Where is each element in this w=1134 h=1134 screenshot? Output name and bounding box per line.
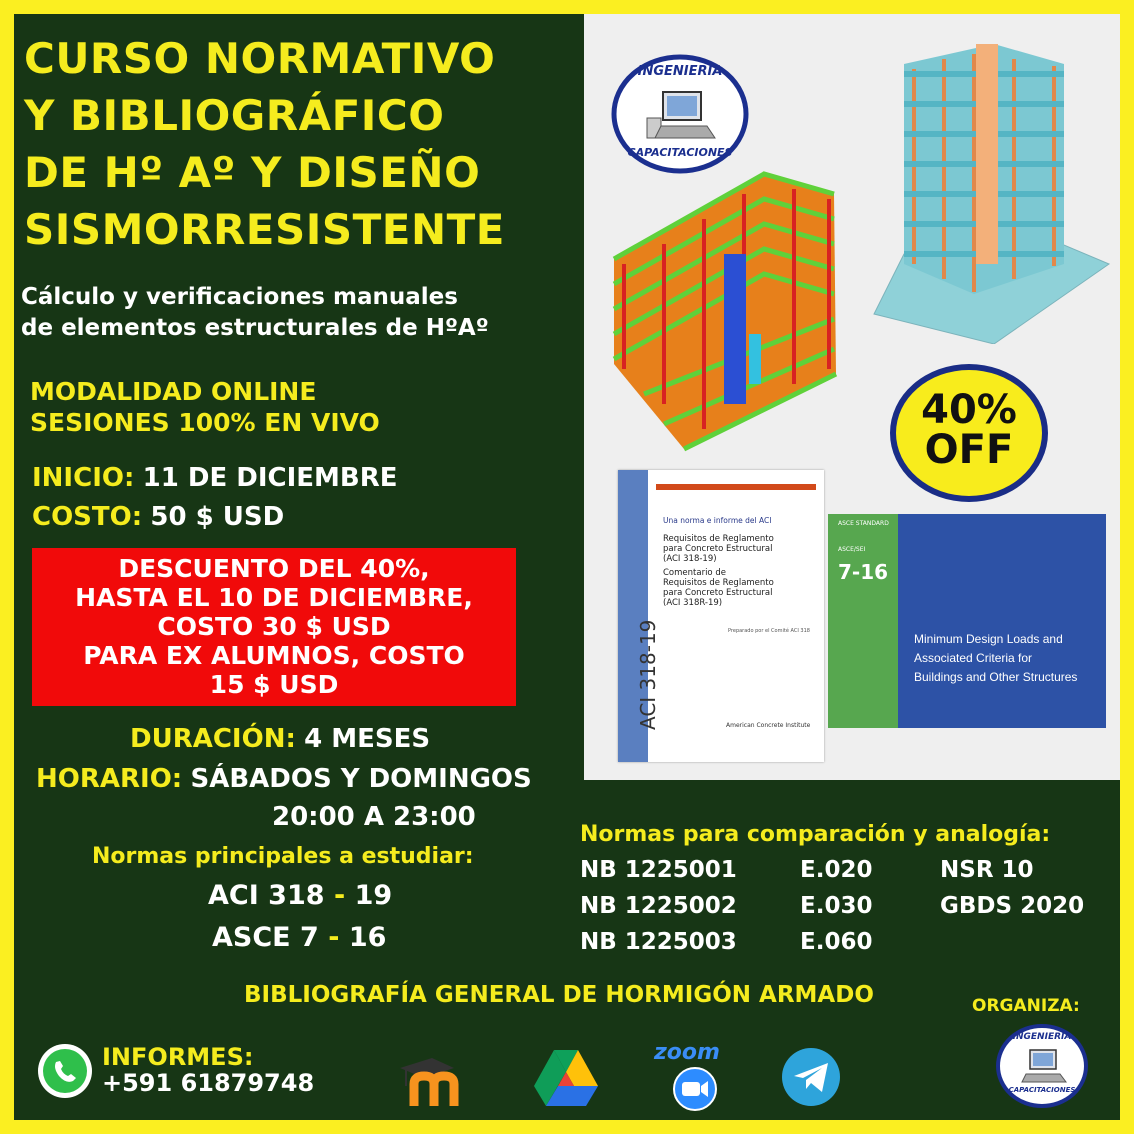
aci-book-cover xyxy=(618,470,824,762)
asce-book-line: Minimum Design Loads and xyxy=(914,632,1063,646)
aci-book-line: (ACI 318R-19) xyxy=(663,598,723,608)
whatsapp-icon[interactable] xyxy=(36,1042,94,1100)
comparison-norms-col2 xyxy=(800,852,872,960)
aci-book-line: para Concreto Estructural xyxy=(663,544,773,554)
asce-book-std: ASCE STANDARD xyxy=(838,520,889,527)
organizer-label: ORGANIZA: xyxy=(972,996,1080,1016)
schedule-days: SÁBADOS Y DOMINGOS xyxy=(190,764,532,794)
asce-book-cover xyxy=(828,514,1106,728)
modality-line: MODALIDAD ONLINE xyxy=(30,377,317,406)
organizer-logo-top-text: INGENIERÍA xyxy=(1012,1032,1072,1042)
norm-item: GBDS 2020 xyxy=(940,893,1085,919)
logo-top-text: INGENIERÍA xyxy=(637,64,723,79)
discount-line: DESCUENTO DEL 40%, xyxy=(118,554,430,583)
organizer-logo-bottom-text: CAPACITACIONES xyxy=(1008,1086,1076,1094)
modality-line: SESIONES 100% EN VIVO xyxy=(30,408,380,437)
aci-book-spine-title: ACI 318-19 xyxy=(636,619,660,730)
norm-item: NSR 10 xyxy=(940,857,1034,883)
start-value: 11 DE DICIEMBRE xyxy=(142,463,398,493)
discount-line: 15 $ USD xyxy=(209,670,339,699)
subtitle-line: de elementos estructurales de HºAº xyxy=(21,315,489,341)
main-norm-aci xyxy=(208,880,392,911)
duration-label: DURACIÓN: xyxy=(130,724,296,754)
image-panel xyxy=(584,14,1120,780)
norm-item: E.060 xyxy=(800,929,873,955)
cost-value: 50 $ USD xyxy=(150,502,285,532)
telegram-icon[interactable] xyxy=(780,1046,842,1108)
aci-book-line: para Concreto Estructural xyxy=(663,588,773,598)
norm-edition: 16 xyxy=(348,922,387,953)
logo-bottom-text: CAPACITACIONES xyxy=(627,146,733,159)
norm-dash: - xyxy=(328,922,340,953)
duration xyxy=(130,724,430,754)
schedule-label: HORARIO: xyxy=(36,764,183,794)
aci-book-line: Requisitos de Reglamento xyxy=(663,578,774,588)
schedule-time: 20:00 A 23:00 xyxy=(272,802,476,832)
asce-book-number: 7-16 xyxy=(838,560,889,584)
norm-name: ACI 318 xyxy=(208,880,325,911)
logo xyxy=(611,54,749,174)
google-drive-icon[interactable] xyxy=(532,1048,600,1108)
cost-label: COSTO: xyxy=(32,502,143,532)
discount-line: COSTO 30 $ USD xyxy=(157,612,391,641)
start-date xyxy=(32,463,398,493)
structure-model-tower xyxy=(864,44,1114,344)
contact-label: INFORMES: xyxy=(102,1043,254,1071)
aci-book-publisher: American Concrete Institute xyxy=(726,722,811,729)
title-line: DE Hº Aº Y DISEÑO xyxy=(24,148,481,197)
duration-value: 4 MESES xyxy=(304,724,431,754)
structure-model-orange xyxy=(604,164,844,454)
title-line: SISMORRESISTENTE xyxy=(24,205,505,254)
aci-book-header: Una norma e informe del ACI xyxy=(663,516,772,525)
schedule xyxy=(36,764,532,794)
aci-book-note: Preparado por el Comité ACI 318 xyxy=(728,628,810,634)
norm-item: NB 1225001 xyxy=(580,857,737,883)
asce-book-line: Buildings and Other Structures xyxy=(914,670,1078,684)
aci-book-rule xyxy=(656,484,816,490)
subtitle xyxy=(21,282,489,344)
badge-percent: 40% xyxy=(921,387,1017,433)
comparison-norms-title: Normas para comparación y analogía: xyxy=(580,822,1051,847)
main-norms-title: Normas principales a estudiar: xyxy=(92,844,474,869)
moodle-icon[interactable] xyxy=(396,1056,480,1108)
poster-body xyxy=(14,14,1120,1120)
discount-badge xyxy=(890,364,1048,502)
norm-item: E.030 xyxy=(800,893,873,919)
norm-edition: 19 xyxy=(354,880,393,911)
aci-book-titles xyxy=(663,534,774,608)
asce-book-line: Associated Criteria for xyxy=(914,651,1033,665)
badge-off: OFF xyxy=(924,427,1014,473)
norm-item: E.020 xyxy=(800,857,873,883)
norm-item: NB 1225002 xyxy=(580,893,737,919)
main-norm-asce xyxy=(212,922,386,953)
modality xyxy=(30,376,380,438)
subtitle-line: Cálculo y verificaciones manuales xyxy=(21,284,458,310)
discount-line: HASTA EL 10 DE DICIEMBRE, xyxy=(75,583,473,612)
norm-dash: - xyxy=(333,880,346,911)
aci-book-line: Requisitos de Reglamento xyxy=(663,534,774,544)
cost xyxy=(32,502,284,532)
bibliography-heading: BIBLIOGRAFÍA GENERAL DE HORMIGÓN ARMADO xyxy=(244,982,874,1008)
course-title xyxy=(24,30,594,258)
discount-line: PARA EX ALUMNOS, COSTO xyxy=(83,641,465,670)
zoom-icon[interactable] xyxy=(672,1066,718,1112)
title-line: CURSO NORMATIVO xyxy=(24,34,496,83)
organizer-logo xyxy=(996,1024,1088,1108)
title-line: Y BIBLIOGRÁFICO xyxy=(24,91,445,140)
comparison-norms-col1 xyxy=(580,852,737,960)
start-label: INICIO: xyxy=(32,463,135,493)
aci-book-line: (ACI 318-19) xyxy=(663,554,717,564)
norm-item: NB 1225003 xyxy=(580,929,737,955)
aci-book-line: Comentario de xyxy=(663,568,726,578)
asce-book-title xyxy=(914,630,1077,687)
discount-box xyxy=(32,548,516,706)
comparison-norms-col3 xyxy=(940,852,1084,924)
zoom-wordmark: zoom xyxy=(654,1040,720,1065)
asce-book-sei: ASCE/SEI xyxy=(838,546,866,553)
norm-name: ASCE 7 xyxy=(212,922,319,953)
contact-phone[interactable]: +591 61879748 xyxy=(102,1069,315,1097)
